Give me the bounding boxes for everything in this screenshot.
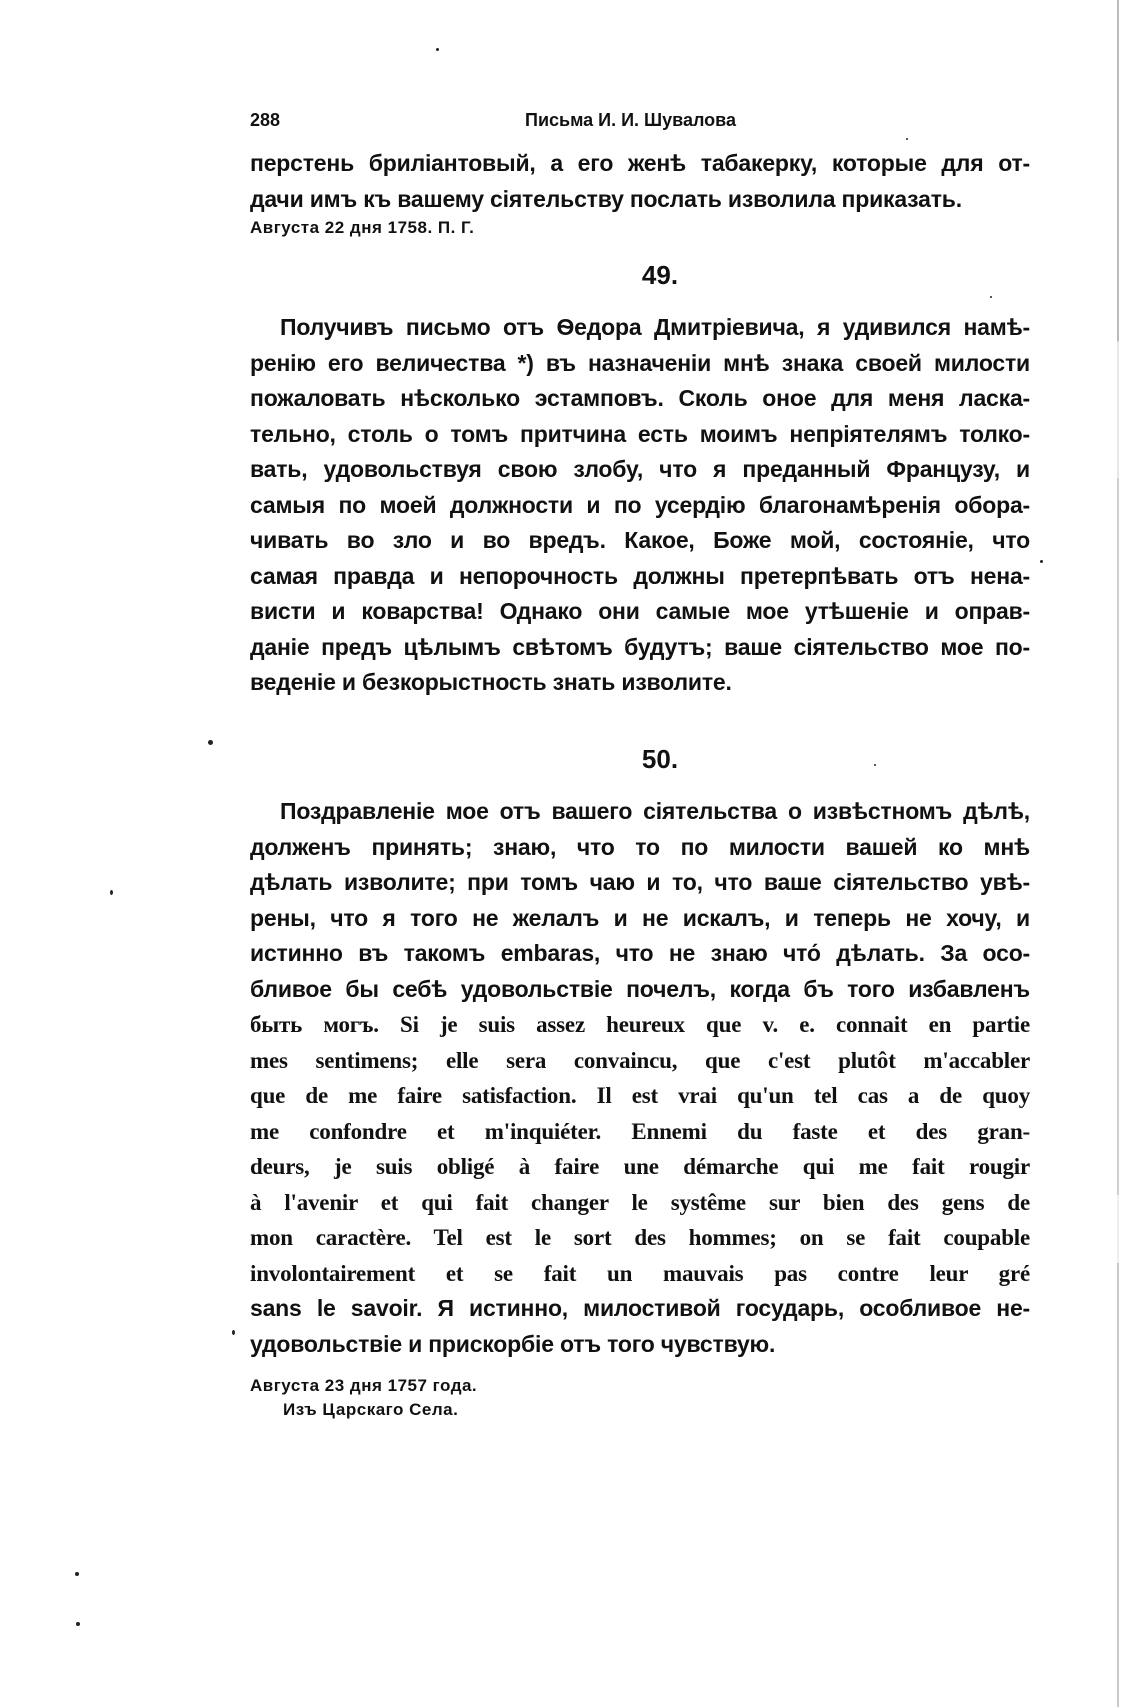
text-line: sans le savoir. Я истинно, милостивой государь, особливое не-: [250, 1295, 1030, 1321]
scan-speck: [1040, 560, 1043, 563]
text-line: тельно, столь о томъ притчина есть моимъ непріятелямъ толко-: [250, 420, 1030, 447]
letter-50-signature-place: Изъ Царскаго Села.: [283, 1400, 459, 1419]
scan-speck: [76, 1622, 80, 1626]
text-line: самая правда и непорочность должны претерпѣвать отъ нена-: [250, 562, 1030, 589]
text-line: висти и коварства! Однако они самые мое утѣшеніе и оправ-: [250, 598, 1030, 624]
text-line: самыя по моей должности и по усердію благонамѣренія обора-: [250, 491, 1030, 518]
scan-speck: [75, 1572, 79, 1576]
letter-49-number: [250, 260, 1030, 291]
text-line: Поздравленіе мое отъ вашего сіятельства о извѣстномъ дѣлѣ,: [280, 798, 1030, 824]
text-line: истинно въ такомъ embaras, что не знаю что́ дѣлать. За осо-: [250, 940, 1030, 966]
page-number: 288: [250, 110, 281, 130]
text-line: даніе предъ цѣлымъ свѣтомъ будутъ; ваше сіятельство мое по-: [250, 633, 1030, 660]
scan-speck: [906, 138, 908, 140]
running-head: [250, 110, 1030, 140]
section-number: 49.: [641, 260, 679, 290]
text-line: à l'avenir et qui fait changer le systême sur bien des gens de: [250, 1189, 1030, 1215]
text-line: веденіе и безкорыстность знать изволите.: [250, 669, 732, 695]
text-line: que de me faire satisfaction. Il est vrai qu'un tel cas a de quoy: [250, 1083, 1030, 1108]
text-line: перстень бриліантовый, а его женѣ табакерку, которые для от-: [250, 150, 1030, 176]
intro-signature: Августа 22 дня 1758. П. Г.: [250, 218, 475, 237]
scan-speck: [110, 890, 113, 895]
scan-speck: [874, 764, 876, 766]
text-line: me confondre et m'inquiéter. Ennemi du faste et des gran-: [250, 1118, 1030, 1144]
scan-speck: [990, 296, 992, 298]
running-title: Письма И. И. Шувалова: [525, 110, 737, 130]
scan-edge-line: [1117, 0, 1119, 1707]
text-line: Получивъ письмо отъ Ѳедора Дмитріевича, я удивился намѣ-: [280, 314, 1030, 340]
intro-paragraph: [250, 146, 1030, 217]
text-line: чивать во зло и во вредъ. Какое, Боже мой, состояніе, что: [250, 527, 1030, 553]
text-line: быть могъ. Si je suis assez heureux que v. e. connait en partie: [250, 1012, 1030, 1037]
text-line: mes sentimens; elle sera convaincu, que c'est plutôt m'accabler: [250, 1047, 1030, 1073]
text-line: удовольствіе и прискорбіе отъ того чувствую.: [250, 1330, 776, 1357]
text-line: mon caractère. Tel est le sort des hommes; on se fait coupable: [250, 1225, 1030, 1250]
text-line: рены, что я того не желалъ и не искалъ, и теперь не хочу, и: [250, 904, 1030, 931]
section-number: 50.: [641, 744, 679, 774]
scan-speck: [208, 740, 213, 745]
text-line: пожаловать нѣсколько эстамповъ. Сколь оное для меня ласка-: [250, 385, 1030, 411]
letter-50-body: [250, 794, 1030, 1362]
text-line: дѣлать изволите; при томъ чаю и то, что ваше сіятельство увѣ-: [250, 869, 1030, 895]
text-line: вать, удовольствуя свою злобу, что я преданный Французу, и: [250, 456, 1030, 482]
text-line: deurs, je suis obligé à faire une démarche qui me fait rougir: [250, 1154, 1030, 1179]
text-line: бливое бы себѣ удовольствіе почелъ, когда бъ того избавленъ: [250, 975, 1030, 1002]
scan-speck: [232, 1330, 235, 1335]
text-line: involontairement et se fait un mauvais pas contre leur gré: [250, 1260, 1030, 1286]
text-line: долженъ принять; знаю, что то по милости вашей ко мнѣ: [250, 833, 1030, 860]
letter-50-number: [250, 744, 1030, 775]
letter-50-signature-date: Августа 23 дня 1757 года.: [250, 1376, 478, 1395]
text-line: дачи имъ къ вашему сіятельству послать изволила приказать.: [250, 185, 962, 212]
scan-speck: [436, 48, 439, 51]
letter-49-body: [250, 310, 1030, 701]
text-line: ренію его величества *) въ назначеніи мнѣ знака своей милости: [250, 349, 1030, 376]
